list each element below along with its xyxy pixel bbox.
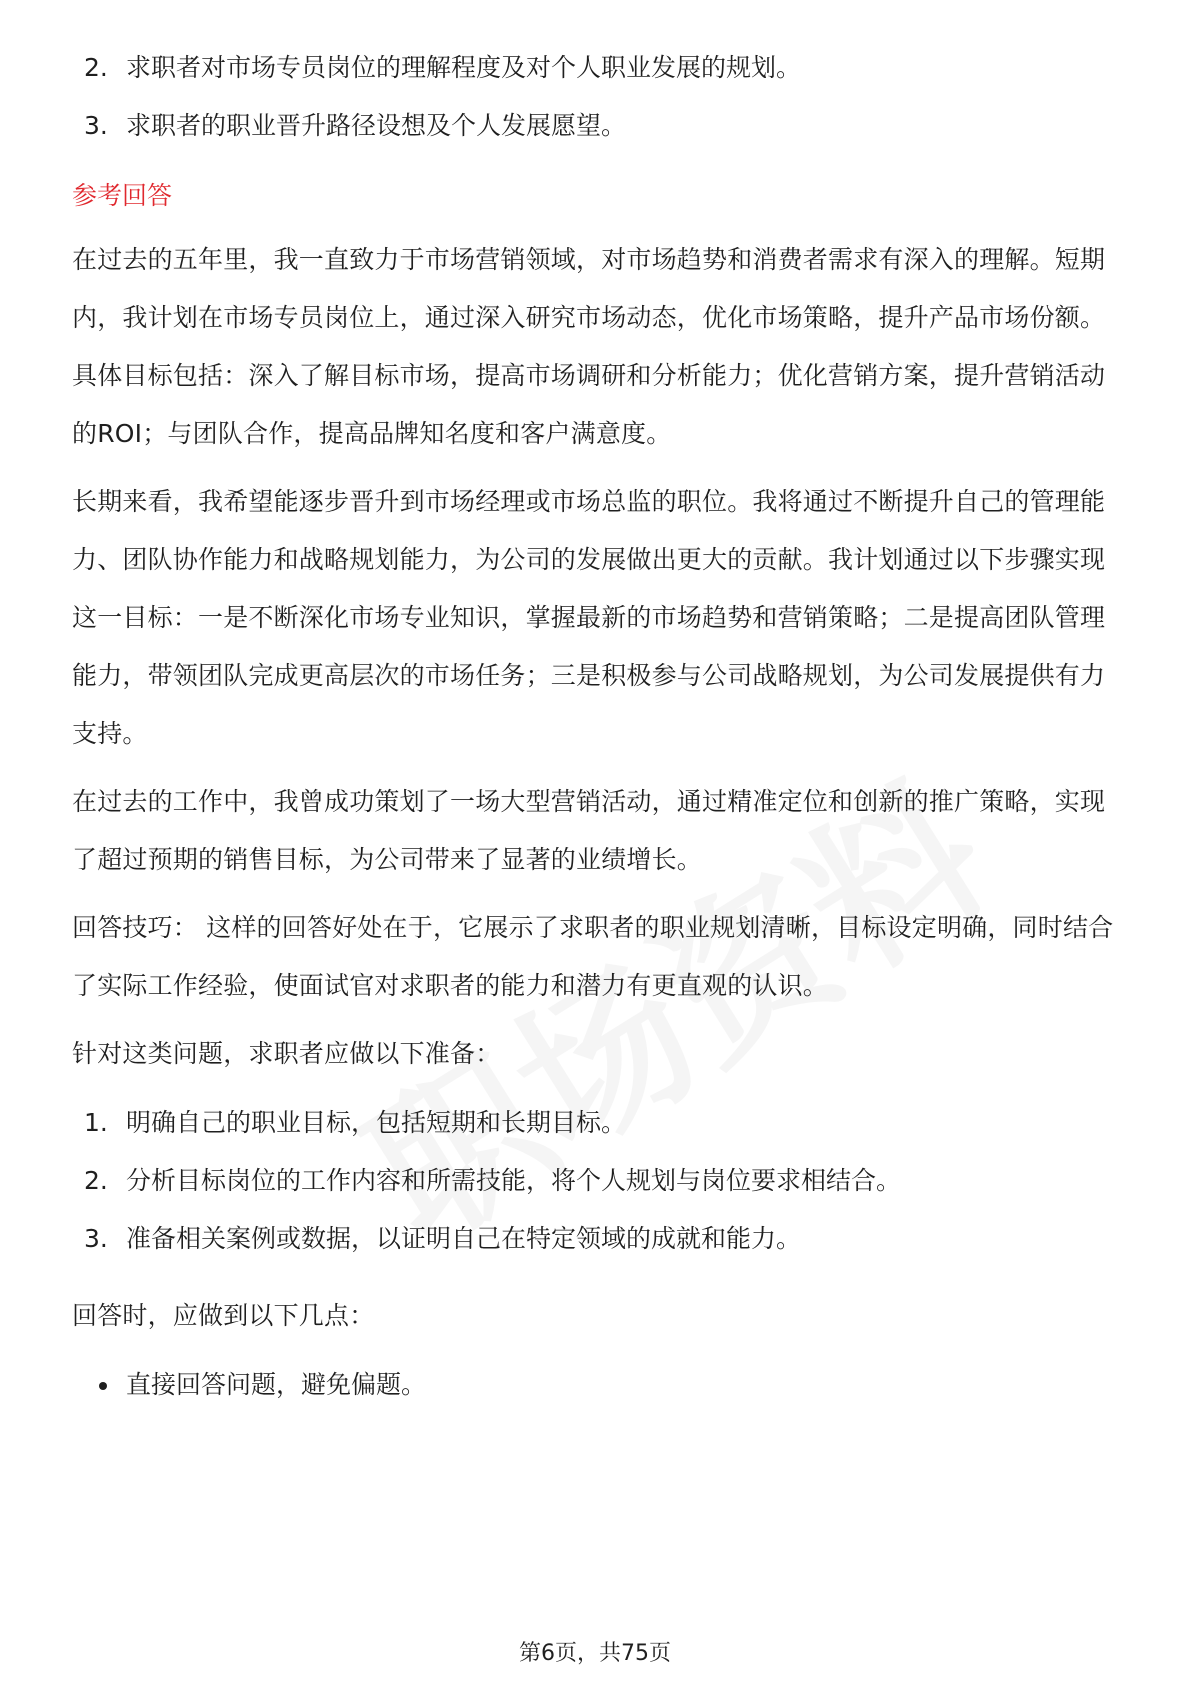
list-number: 3.: [84, 1224, 108, 1253]
bullet-dot-icon: [99, 1382, 107, 1390]
list-item-text: 分析目标岗位的工作内容和所需技能，将个人规划与岗位要求相结合。: [126, 1166, 902, 1195]
list-item: [72, 1223, 1122, 1281]
page-footer: 第6页，共75页: [519, 1641, 671, 1666]
section-heading: 参考回答: [72, 181, 173, 210]
list-item: [72, 52, 1122, 110]
bullet-item-text: 直接回答问题，避免偏题。: [126, 1370, 427, 1399]
list-number: 2.: [84, 53, 108, 82]
answer-guidelines-intro: 回答时，应做到以下几点：: [72, 1301, 375, 1330]
answer-tips-paragraph: 回答技巧： 这样的回答好处在于，它展示了求职者的职业规划清晰，目标设定明确，同时结合了实际工作经验，使面试官对求职者的能力和潜力有更直观的认识。: [72, 913, 1114, 1000]
bullet-list: [72, 1369, 1122, 1401]
list-item: [72, 110, 1122, 168]
answer-paragraph-1: 在过去的五年里，我一直致力于市场营销领域，对市场趋势和消费者需求有深入的理解。短期内，我计划在市场专员岗位上，通过深入研究市场动态，优化市场策略，提升产品市场份额。具体目标包括：深入了解目标市场，提高市场调研和分析能力；优化营销方案，提升营销活动的ROI；与团队合作，提高品牌知名度和客户满意度。: [72, 245, 1106, 448]
answer-paragraph-2: 长期来看，我希望能逐步晋升到市场经理或市场总监的职位。我将通过不断提升自己的管理能力、团队协作能力和战略规划能力，为公司的发展做出更大的贡献。我计划通过以下步骤实现这一目标：一是不断深化市场专业知识，掌握最新的市场趋势和营销策略；二是提高团队管理能力，带领团队完成更高层次的市场任务；三是积极参与公司战略规划，为公司发展提供有力支持。: [72, 487, 1106, 748]
page-content: [72, 52, 1122, 1401]
list-number: 3.: [84, 111, 108, 140]
list-item-text: 求职者对市场专员岗位的理解程度及对个人职业发展的规划。: [126, 53, 802, 82]
list-item: [72, 1107, 1122, 1165]
list-item-text: 准备相关案例或数据，以证明自己在特定领域的成就和能力。: [126, 1224, 802, 1253]
preparation-intro: 针对这类问题，求职者应做以下准备：: [72, 1039, 501, 1068]
list-number: 2.: [84, 1166, 108, 1195]
list-number: 1.: [84, 1108, 108, 1137]
answer-paragraph-3: 在过去的工作中，我曾成功策划了一场大型营销活动，通过精准定位和创新的推广策略，实现了超过预期的销售目标，为公司带来了显著的业绩增长。: [72, 787, 1106, 874]
list-item-text: 明确自己的职业目标，包括短期和长期目标。: [126, 1108, 627, 1137]
top-numbered-list: [72, 52, 1122, 168]
preparation-list: [72, 1107, 1122, 1281]
list-item-text: 求职者的职业晋升路径设想及个人发展愿望。: [126, 111, 627, 140]
bullet-item: [72, 1369, 1122, 1401]
list-item: [72, 1165, 1122, 1223]
